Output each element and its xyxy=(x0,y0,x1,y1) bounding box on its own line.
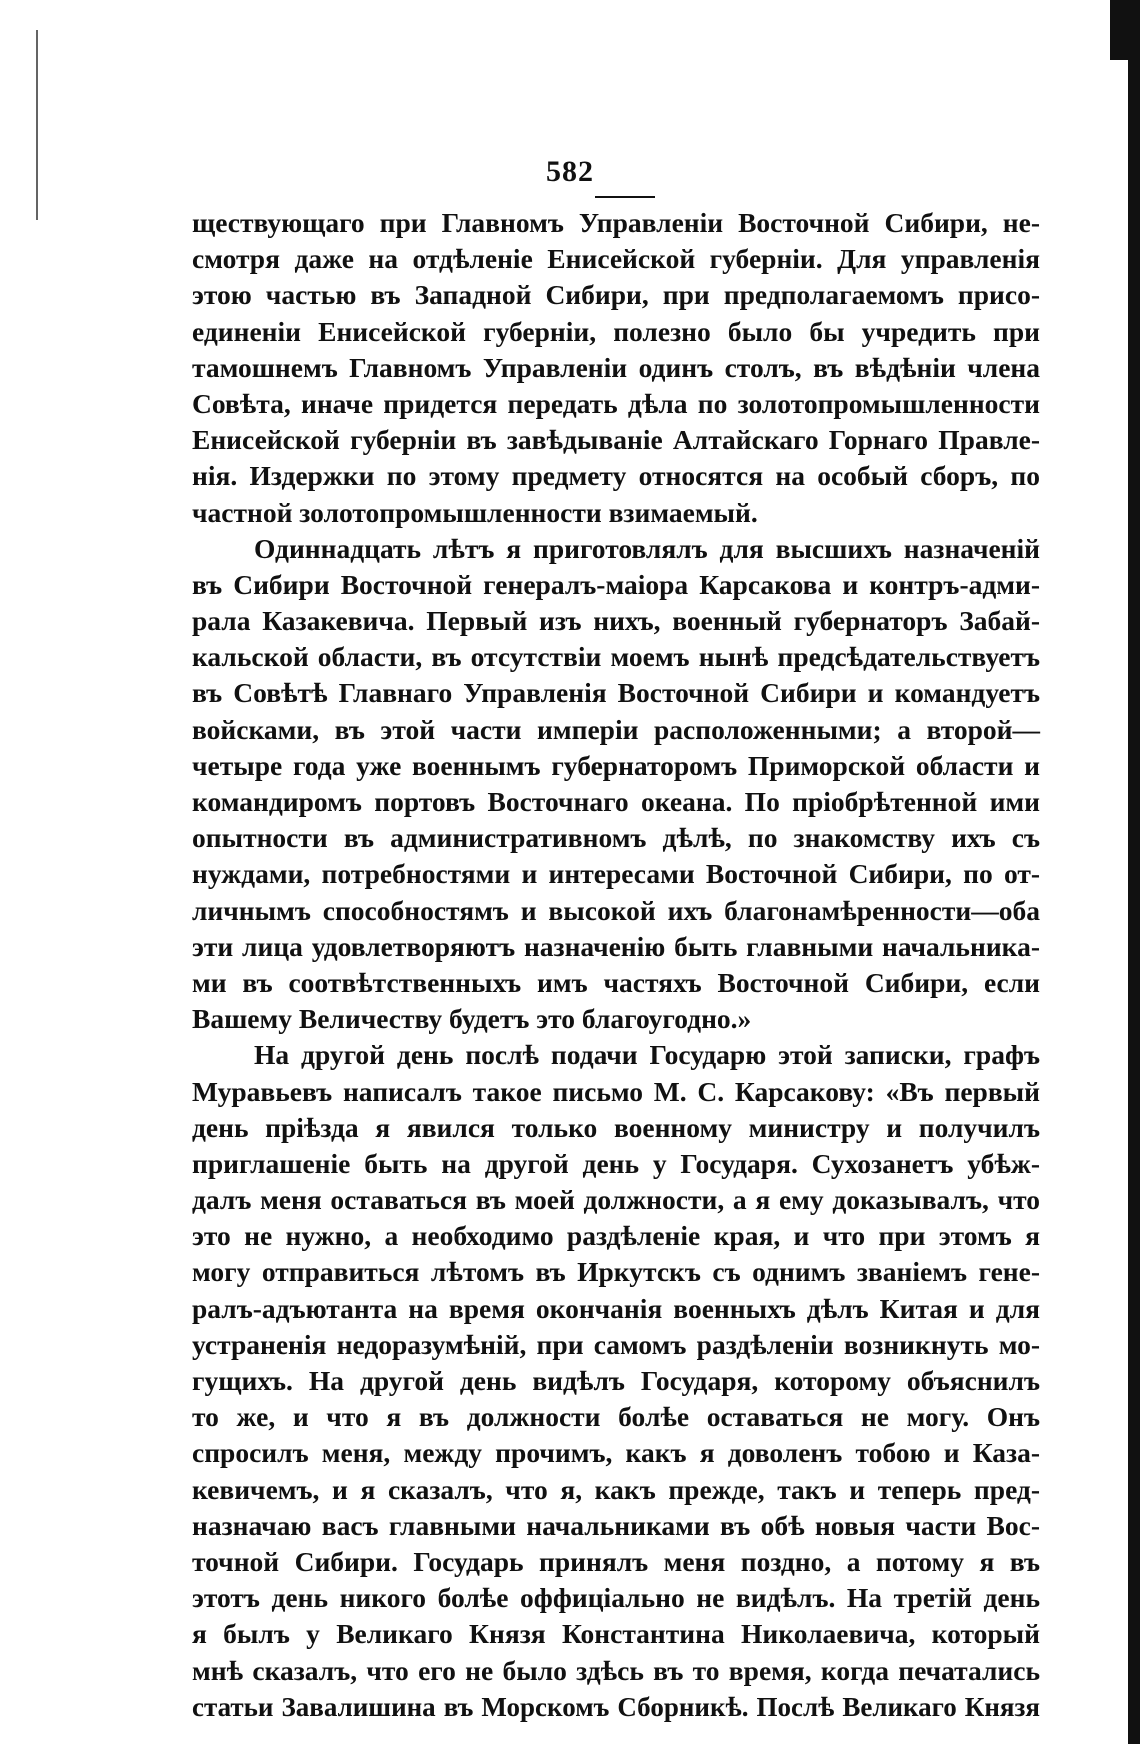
text-line: ществующаго при Главномъ Управленіи Восточной Сибири, не- xyxy=(192,207,1040,238)
text-line: ралъ-адъютанта на время окончанія военныхъ дѣлъ Китая и для xyxy=(192,1292,1040,1324)
text-line: тамошнемъ Главномъ Управленіи одинъ столъ, въ вѣдѣніи члена xyxy=(192,351,1040,383)
text-line: Вашему Величеству будетъ это благоугодно.» xyxy=(192,1003,752,1035)
page-number: 582 xyxy=(546,155,594,188)
scan-edge-right xyxy=(1128,0,1140,1744)
text-line: На другой день послѣ подачи Государю этой записки, графъ xyxy=(254,1039,1040,1071)
text-line: въ Совѣтѣ Главнаго Управленія Восточной Сибири и командуетъ xyxy=(192,677,1040,709)
scan-edge-right-top xyxy=(1110,0,1128,60)
text-line: я былъ у Великаго Князя Константина Николаевича, который xyxy=(192,1618,1040,1650)
text-line: Муравьевъ написалъ такое письмо М. С. Карсакову: «Въ первый xyxy=(192,1075,1040,1107)
page-number-rule xyxy=(595,196,655,198)
text-line: статьи Завалишина въ Морскомъ Сборникѣ. Послѣ Великаго Князя xyxy=(192,1691,1040,1722)
text-line: единеніи Енисейской губерніи, полезно было бы учредить при xyxy=(192,315,1040,347)
text-line: этою частью въ Западной Сибири, при предполагаемомъ присо- xyxy=(192,279,1040,311)
text-line: кальской области, въ отсутствіи моемъ нынѣ предсѣдательствуетъ xyxy=(192,641,1040,673)
text-line: смотря даже на отдѣленіе Енисейской губерніи. Для управленія xyxy=(192,243,1040,275)
text-line: эти лица удовлетворяютъ назначенію быть главными начальника- xyxy=(192,930,1040,962)
text-line: нія. Издержки по этому предмету относятся на особый сборъ, по xyxy=(192,460,1040,492)
text-line: день пріѣзда я явился только военному министру и получилъ xyxy=(192,1111,1040,1143)
scan-edge-left xyxy=(36,30,38,220)
text-line: Совѣта, иначе придется передать дѣла по золотопромышленности xyxy=(192,387,1040,419)
text-line: личнымъ способностямъ и высокой ихъ благонамѣренности—оба xyxy=(192,894,1040,926)
text-line: кевичемъ, и я сказалъ, что я, какъ прежде, такъ и теперь пред- xyxy=(192,1473,1040,1505)
text-line: мнѣ сказалъ, что его не было здѣсь въ то время, когда печатались xyxy=(192,1654,1040,1686)
body-text xyxy=(192,205,1040,1725)
text-line: далъ меня оставаться въ моей должности, а я ему доказывалъ, что xyxy=(192,1184,1040,1216)
text-line: четыре года уже военнымъ губернаторомъ Приморской области и xyxy=(192,749,1040,781)
text-line: нуждами, потребностями и интересами Восточной Сибири, по от- xyxy=(192,858,1040,890)
text-line: въ Сибири Восточной генералъ-маіора Карсакова и контръ-адми- xyxy=(192,568,1040,600)
text-line: устраненія недоразумѣній, при самомъ раздѣленіи возникнуть мо- xyxy=(192,1328,1040,1360)
text-line: приглашеніе быть на другой день у Государя. Сухозанетъ убѣж- xyxy=(192,1147,1040,1179)
text-line: это не нужно, а необходимо раздѣленіе края, и что при этомъ я xyxy=(192,1220,1040,1252)
text-line: командиромъ портовъ Восточнаго океана. По пріобрѣтенной ими xyxy=(192,786,1040,817)
text-line: Одиннадцать лѣтъ я приготовлялъ для высшихъ назначеній xyxy=(254,532,1040,564)
text-line: войсками, въ этой части имперіи расположенными; а второй— xyxy=(192,713,1040,745)
text-line: спросилъ меня, между прочимъ, какъ я доволенъ тобою и Каза- xyxy=(192,1437,1040,1469)
text-line: то же, и что я въ должности болѣе оставаться не могу. Онъ xyxy=(192,1401,1040,1433)
text-line: могу отправиться лѣтомъ въ Иркутскъ съ однимъ званіемъ гене- xyxy=(192,1256,1040,1288)
text-line: гущихъ. На другой день видѣлъ Государя, которому объяснилъ xyxy=(192,1365,1040,1396)
text-line: Енисейской губерніи въ завѣдываніе Алтайскаго Горнаго Правле- xyxy=(192,424,1040,456)
text-line: ми въ соотвѣтственныхъ имъ частяхъ Восточной Сибири, если xyxy=(192,966,1040,998)
text-line: частной золотопромышленности взимаемый. xyxy=(192,496,758,528)
text-line: точной Сибири. Государь принялъ меня поздно, а потому я въ xyxy=(192,1545,1040,1577)
text-line: назначаю васъ главными начальниками въ обѣ новыя части Вос- xyxy=(192,1509,1040,1541)
text-line: опытности въ административномъ дѣлѣ, по знакомству ихъ съ xyxy=(192,822,1040,854)
text-line: рала Казакевича. Первый изъ нихъ, военный губернаторъ Забай- xyxy=(192,605,1040,637)
text-line: этотъ день никого болѣе оффиціально не видѣлъ. На третій день xyxy=(192,1582,1040,1614)
